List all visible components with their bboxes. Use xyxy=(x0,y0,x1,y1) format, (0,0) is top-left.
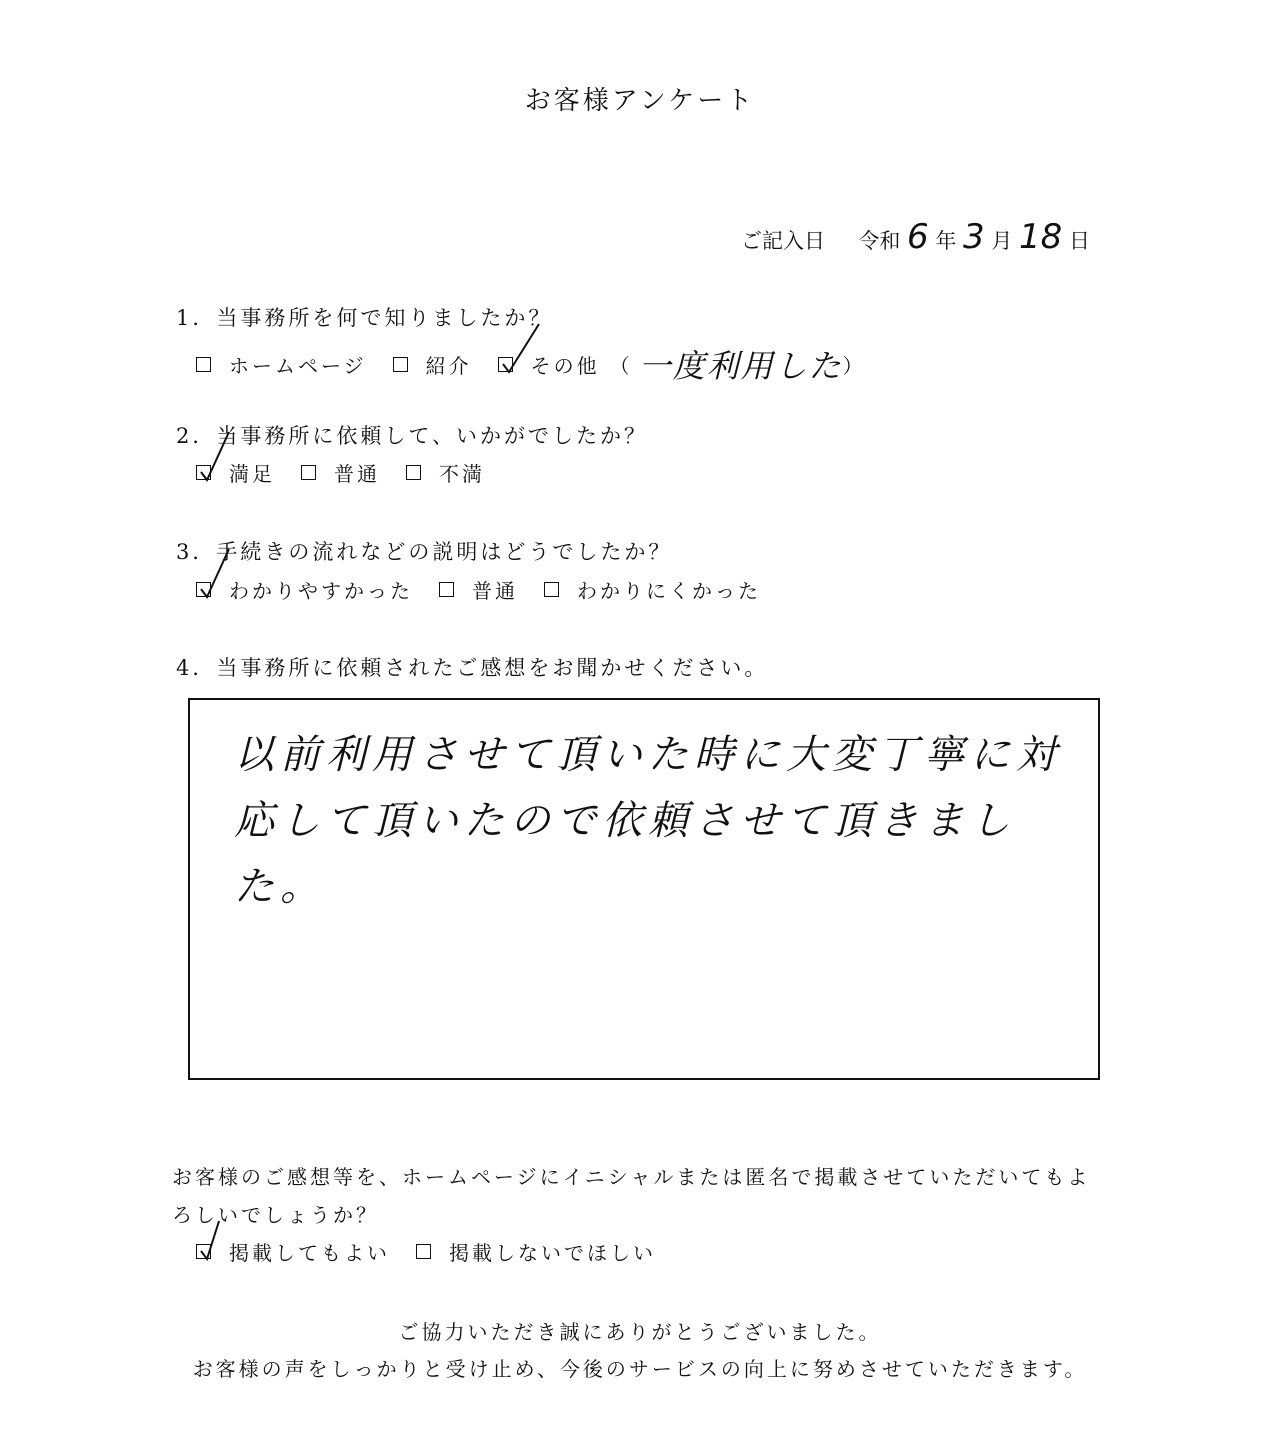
q2-option-satisfied[interactable] xyxy=(196,458,275,487)
page-title: お客様アンケート xyxy=(524,86,756,116)
q4-answer-box[interactable] xyxy=(188,698,1100,1080)
date-day-unit: 日 xyxy=(1069,229,1090,253)
checkbox-checked[interactable] xyxy=(196,1244,211,1259)
checkbox[interactable] xyxy=(301,465,316,480)
check-mark-icon xyxy=(199,432,239,482)
entry-date xyxy=(740,217,1090,257)
checkbox[interactable] xyxy=(393,357,408,372)
q2-options xyxy=(196,458,511,487)
thanks-line-1: ご協力いただき誠にありがとうございました。 xyxy=(398,1320,882,1344)
date-month-unit: 月 xyxy=(991,229,1013,253)
checkbox[interactable] xyxy=(416,1244,431,1259)
other-close-paren: ） xyxy=(842,353,866,378)
q3-option-normal[interactable] xyxy=(439,575,518,604)
check-mark-icon xyxy=(501,324,541,374)
q1-option-other[interactable] xyxy=(498,341,866,387)
consent-options xyxy=(196,1237,682,1266)
q3-option-clear[interactable] xyxy=(196,575,413,604)
date-era: 令和 xyxy=(858,229,901,253)
option-label: 満足 xyxy=(229,462,275,486)
q4-question: 4．当事務所に依頼されたご感想をお聞かせください。 xyxy=(176,656,769,680)
date-label: ご記入日 xyxy=(740,229,825,253)
consent-question: お客様のご感想等を、ホームページにイニシャルまたは匿名で掲載させていただいてもよろしいでしょうか？ xyxy=(172,1165,1091,1227)
check-mark-icon xyxy=(199,1211,239,1261)
checkbox[interactable] xyxy=(439,582,454,597)
q1-options xyxy=(196,341,866,387)
thanks-line-2: お客様の声をしっかりと受け止め、今後のサービスの向上に努めさせていただきます。 xyxy=(192,1357,1088,1381)
q4-answer-text: 以前利用させて頂いた時に大変丁寧に対応して頂いたので依頼させて頂きました。 xyxy=(234,732,1062,910)
q2-question: 2．当事務所に依頼して、いかがでしたか？ xyxy=(176,424,648,448)
option-label: ホームページ xyxy=(229,353,367,378)
option-label: 掲載してもよい xyxy=(229,1241,390,1265)
other-open-paren: （ xyxy=(609,353,633,378)
option-label: 紹介 xyxy=(425,353,472,378)
other-note[interactable]: 一度利用した xyxy=(638,347,843,385)
checkbox[interactable] xyxy=(406,465,421,480)
option-label: 普通 xyxy=(472,579,518,603)
checkbox-checked[interactable] xyxy=(498,357,513,372)
option-label: わかりやすかった xyxy=(229,579,413,603)
q3-options xyxy=(196,575,787,604)
q2-option-normal[interactable] xyxy=(301,458,380,487)
date-day[interactable]: 18 xyxy=(1019,217,1063,257)
q3-question: 3．手続きの流れなどの説明はどうでしたか？ xyxy=(176,540,673,564)
checkbox-checked[interactable] xyxy=(196,465,211,480)
option-label: 掲載しないでほしい xyxy=(449,1241,656,1265)
consent-option-deny[interactable] xyxy=(416,1237,656,1266)
check-mark-icon xyxy=(199,549,239,599)
date-year[interactable]: 6 xyxy=(907,217,929,257)
option-label: わかりにくかった xyxy=(577,579,761,603)
checkbox-checked[interactable] xyxy=(196,582,211,597)
date-month[interactable]: 3 xyxy=(963,217,985,257)
option-label: 不満 xyxy=(439,462,485,486)
option-label: その他 xyxy=(530,353,600,378)
q1-option-referral[interactable] xyxy=(393,350,472,379)
q1-question: 1．当事務所を何で知りましたか？ xyxy=(176,306,553,330)
option-label: 普通 xyxy=(334,462,380,486)
q3-option-unclear[interactable] xyxy=(544,575,761,604)
q2-option-dissatisfied[interactable] xyxy=(406,458,485,487)
checkbox[interactable] xyxy=(196,357,211,372)
consent-option-allow[interactable] xyxy=(196,1237,390,1266)
date-year-unit: 年 xyxy=(935,229,957,253)
checkbox[interactable] xyxy=(544,582,559,597)
q1-option-homepage[interactable] xyxy=(196,350,367,379)
